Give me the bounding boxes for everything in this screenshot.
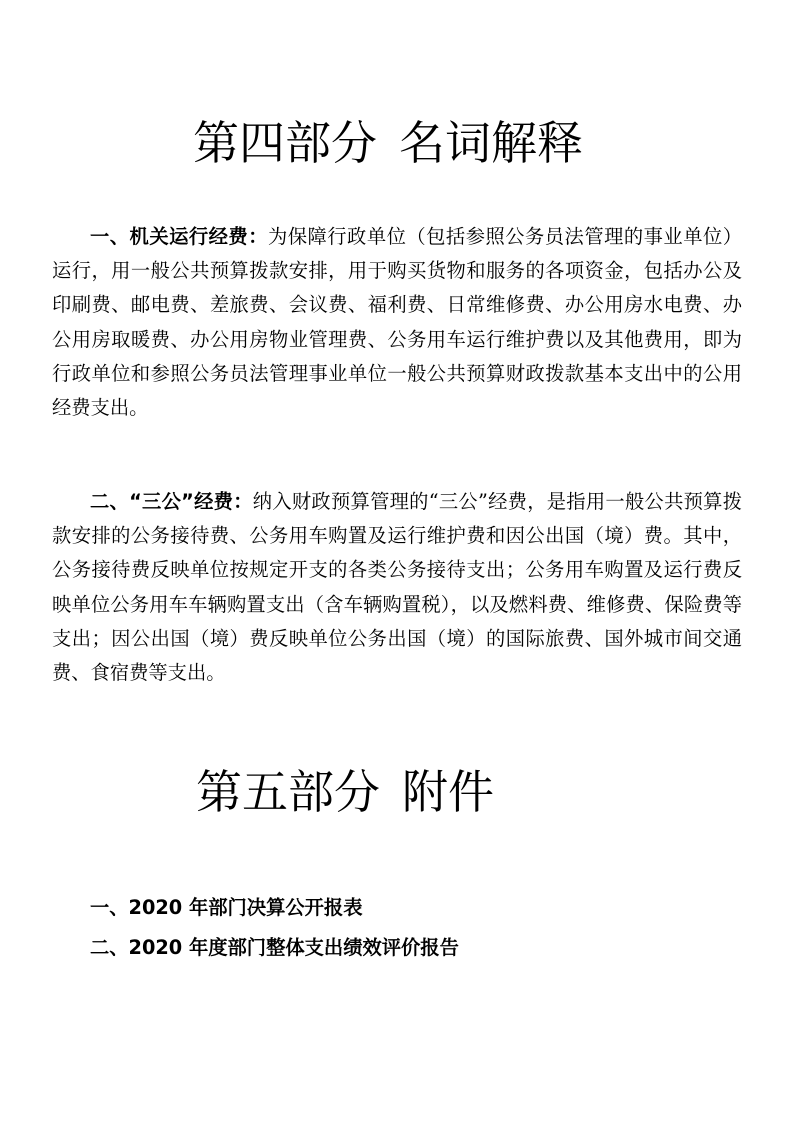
part-five-heading: 附件: [402, 765, 494, 819]
definition-body: 纳入财政预算管理的“三公”经费，是指用一般公共预算拨款安排的公务接待费、公务用车购置及运行维护费和因公出国（境）费。其中，公务接待费反映单位按规定开支的各类公务接待支出；公务用车购置及运行费反映单位公务用车车辆购置支出（含车辆购置税），以及燃料费、维修费、保险费等支出；因公出国（境）费反映单位公务出国（境）的国际旅费、国外城市间交通费、食宿费等支出。: [52, 490, 743, 685]
part-five-number: 第五部分: [196, 765, 380, 819]
part-five-title: [196, 762, 494, 822]
part-four-number: 第四部分: [193, 116, 377, 170]
attachment-item: 二、2020 年度部门整体支出绩效评价报告: [90, 936, 459, 959]
definition-body: 为保障行政单位（包括参照公务员法管理的事业单位）运行，用一般公共预算拨款安排，用于购买货物和服务的各项资金，包括办公及印刷费、邮电费、差旅费、会议费、福利费、日常维修费、办公用房水电费、办公用房取暖费、办公用房物业管理费、公务用车运行维护费以及其他费用，即为行政单位和参照公务员法管理事业单位一般公共预算财政拨款基本支出中的公用经费支出。: [52, 225, 743, 420]
definition-colon: ：: [248, 225, 268, 248]
definition-paragraph: [52, 485, 742, 690]
attachment-item: 一、2020 年部门决算公开报表: [90, 896, 363, 919]
definition-term: 一、机关运行经费: [90, 225, 249, 248]
definition-paragraph: [52, 220, 742, 425]
part-four-heading: 名词解释: [399, 116, 583, 170]
part-four-title: [193, 113, 583, 173]
definition-term: 二、“三公”经费: [90, 490, 234, 513]
definition-colon: ：: [233, 490, 253, 513]
